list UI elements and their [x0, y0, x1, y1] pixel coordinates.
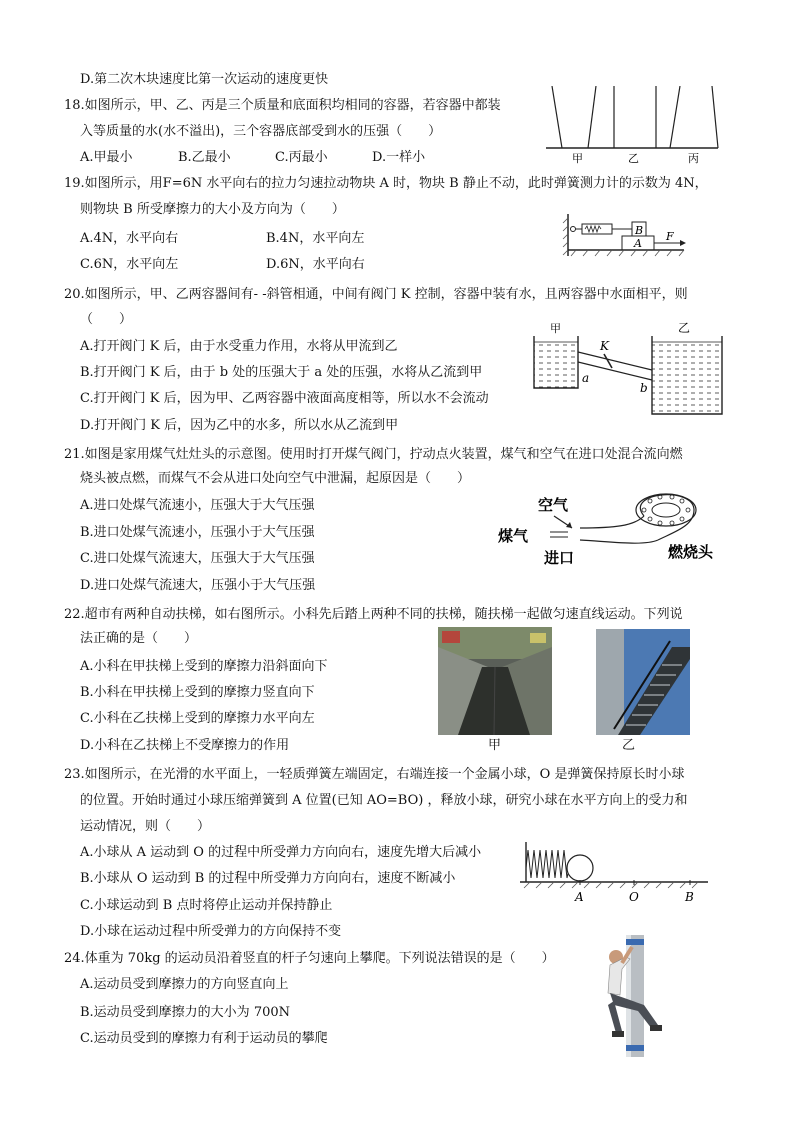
- q21-label-inlet: 进口: [544, 549, 575, 567]
- q19-option-a: A.4N，水平向右: [80, 231, 179, 246]
- q23-option-a: A.小球从 A 运动到 O 的过程中所受弹力方向向右，速度先增大后减小: [80, 845, 482, 860]
- q20-option-d: D.打开阀门 K 后，因为乙中的水多，所以水从乙流到甲: [80, 418, 399, 433]
- q18-stem-line1: 18.如图所示，甲、乙、丙是三个质量和底面积均相同的容器，若容器中都装: [64, 98, 501, 113]
- q22-label-yi: 乙: [622, 738, 636, 753]
- q21-label-gas: 煤气: [498, 527, 529, 545]
- q19-stem-line2: 则物块 B 所受摩擦力的大小及方向为（ ）: [80, 202, 345, 217]
- q20-option-c: C.打开阀门 K 后，因为甲、乙两容器中液面高度相等，所以水不会流动: [80, 391, 489, 406]
- q19-label-f: F: [666, 230, 674, 243]
- q18-containers-figure: [544, 86, 720, 166]
- q20-label-a: a: [582, 371, 590, 385]
- q22-option-a: A.小科在甲扶梯上受到的摩擦力沿斜面向下: [80, 659, 328, 674]
- q18-option-b: B.乙最小: [178, 150, 231, 165]
- q19-stem-line1: 19.如图所示，用F=6N 水平向右的拉力匀速拉动物块 A 时，物块 B 静止不动，此时弹簧测力计的示数为 4N，: [64, 176, 708, 191]
- q19-spring-scale-figure: [562, 210, 686, 260]
- q18-option-c: C.丙最小: [275, 150, 328, 165]
- q22-flat-escalator-photo: [438, 627, 552, 735]
- q19-option-d: D.6N，水平向右: [266, 257, 365, 272]
- q24-pole-climber-photo: [600, 935, 680, 1057]
- q23-option-b: B.小球从 O 运动到 B 的过程中所受弹力方向向右，速度不断减小: [80, 871, 456, 886]
- q19-label-b: B: [635, 224, 644, 237]
- q21-option-c: C.进口处煤气流速大，压强大于大气压强: [80, 551, 315, 566]
- q23-option-c: C.小球运动到 B 点时将停止运动并保持静止: [80, 898, 333, 913]
- q23-stem-line1: 23.如图所示，在光滑的水平面上，一轻质弹簧左端固定，右端连接一个金属小球，O 是弹簧保持原长时小球: [64, 767, 685, 782]
- q21-option-a: A.进口处煤气流速小，压强大于大气压强: [80, 498, 315, 513]
- q21-stem-line2: 烧头被点燃，而煤气不会从进口处向空气中泄漏，起原因是（ ）: [80, 471, 471, 486]
- q23-stem-line3: 运动情况，则（ ）: [80, 819, 211, 834]
- q23-option-d: D.小球在运动过程中所受弹力的方向保持不变: [80, 924, 342, 939]
- q23-label-o: O: [629, 890, 639, 904]
- q22-option-c: C.小科在乙扶梯上受到的摩擦力水平向左: [80, 711, 315, 726]
- q20-option-b: B.打开阀门 K 后，由于 b 处的压强大于 a 处的压强，水将从乙流到甲: [80, 365, 483, 380]
- q20-stem-line1: 20.如图所示，甲、乙两容器间有- -斜管相通，中间有阀门 K 控制，容器中装有水，且两容器中水面相平，则: [64, 287, 688, 302]
- q19-option-c: C.6N，水平向左: [80, 257, 179, 272]
- q18-option-a: A.甲最小: [80, 150, 133, 165]
- q23-spring-ball-figure: [520, 838, 710, 904]
- q21-stem-line1: 21.如图是家用煤气灶灶头的示意图。使用时打开煤气阀门，拧动点火装置，煤气和空气在进口处混合流向燃: [64, 447, 683, 462]
- q17-option-d: D.第二次木块速度比第一次运动的速度更快: [80, 72, 329, 87]
- q21-label-burner: 燃烧头: [668, 543, 714, 561]
- q22-label-jia: 甲: [488, 738, 502, 753]
- q20-label-k: K: [600, 339, 609, 353]
- q24-option-c: C.运动员受到的摩擦力有利于运动员的攀爬: [80, 1031, 328, 1046]
- q18-label-jia: 甲: [572, 152, 583, 165]
- q24-stem-line1: 24.体重为 70kg 的运动员沿着竖直的杆子匀速向上攀爬。下列说法错误的是（ ）: [64, 951, 555, 966]
- q23-label-a: A: [575, 890, 584, 904]
- q22-stem-line2: 法正确的是（ ）: [80, 631, 198, 646]
- q18-label-bing: 丙: [688, 152, 699, 165]
- q22-option-d: D.小科在乙扶梯上不受摩擦力的作用: [80, 738, 290, 753]
- q20-connected-containers-figure: [530, 318, 726, 422]
- q23-stem-line2: 的位置。开始时通过小球压缩弹簧到 A 位置(已知 AO=BO) ，释放小球，研究小球在水平方向上的受力和: [80, 793, 688, 808]
- q18-stem-line2: 入等质量的水(水不溢出)，三个容器底部受到水的压强（ ）: [80, 124, 442, 139]
- q20-label-jia: 甲: [550, 322, 561, 335]
- q20-option-a: A.打开阀门 K 后，由于水受重力作用，水将从甲流到乙: [80, 339, 398, 354]
- q21-option-b: B.进口处煤气流速小，压强小于大气压强: [80, 525, 315, 540]
- q20-stem-line2: （ ）: [80, 312, 133, 327]
- q19-option-b: B.4N，水平向左: [266, 231, 365, 246]
- q22-stair-escalator-photo: [596, 629, 690, 735]
- q24-option-b: B.运动员受到摩擦力的大小为 700N: [80, 1005, 291, 1020]
- q23-label-b: B: [685, 890, 694, 904]
- q21-gas-burner-figure: [494, 486, 724, 568]
- q18-label-yi: 乙: [628, 152, 639, 165]
- q21-label-air: 空气: [538, 496, 569, 514]
- q22-option-b: B.小科在甲扶梯上受到的摩擦力竖直向下: [80, 685, 315, 700]
- q24-option-a: A.运动员受到摩擦力的方向竖直向上: [80, 977, 289, 992]
- q22-stem-line1: 22.超市有两种自动扶梯，如右图所示。小科先后踏上两种不同的扶梯，随扶梯一起做匀速直线运动。下列说: [64, 607, 683, 622]
- q20-label-b: b: [640, 381, 648, 395]
- q20-label-yi: 乙: [678, 321, 691, 335]
- q18-option-d: D.一样小: [372, 150, 426, 165]
- q19-label-a: A: [634, 237, 642, 250]
- q21-option-d: D.进口处煤气流速大，压强小于大气压强: [80, 578, 316, 593]
